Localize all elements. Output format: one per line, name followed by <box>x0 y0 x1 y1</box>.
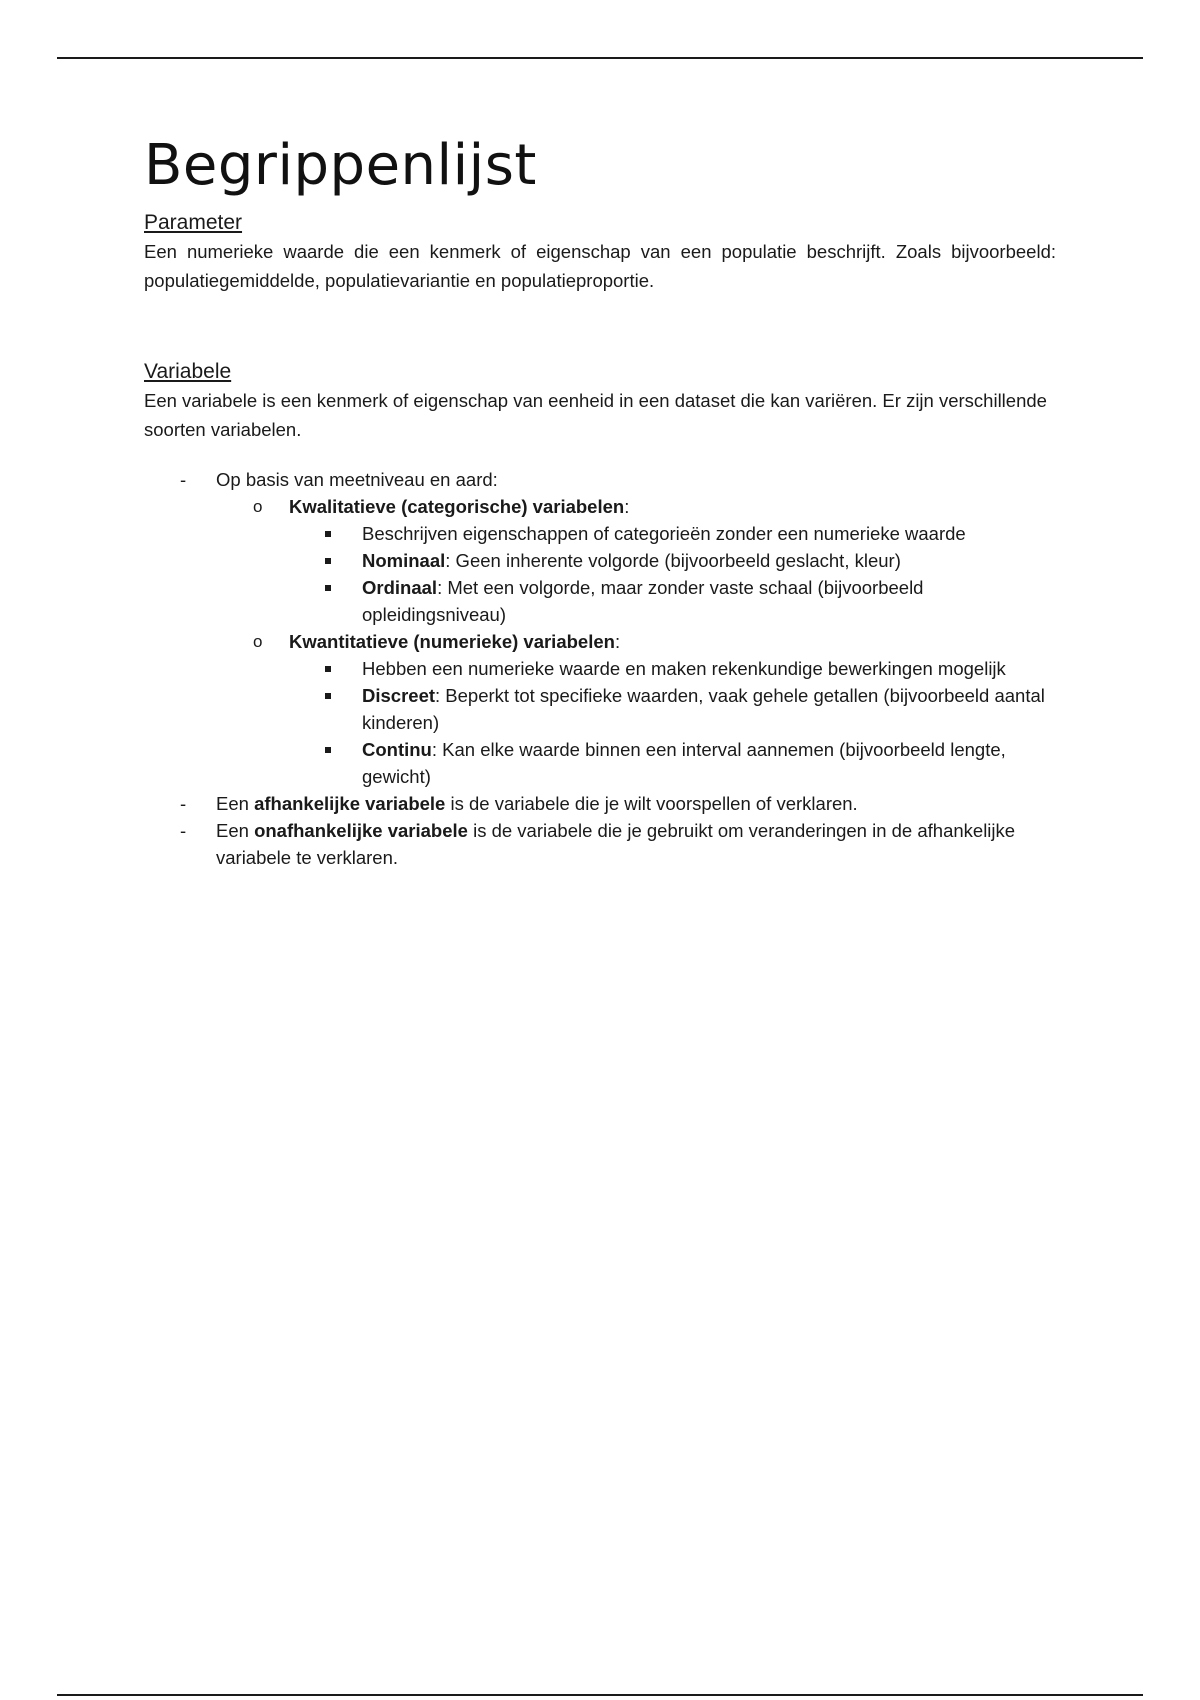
detail-text: Beschrijven eigenschappen of categorieën zonder een numerieke waarde <box>362 523 966 544</box>
text-bold: afhankelijke variabele <box>254 793 446 814</box>
detail-item <box>289 736 1056 790</box>
square-bullet-icon <box>325 693 331 699</box>
detail-item <box>289 655 1056 682</box>
detail-item <box>289 520 1056 547</box>
detail-text: Hebben een numerieke waarde en maken rekenkundige bewerkingen mogelijk <box>362 658 1006 679</box>
square-bullet-icon <box>325 531 331 537</box>
text-pre: Een <box>216 793 255 814</box>
detail-bold: Ordinaal <box>362 577 438 598</box>
label-suffix: : <box>614 631 621 652</box>
sublist-label: Kwantitatieve (numerieke) variabelen <box>289 631 615 652</box>
term-heading: Variabele <box>144 360 232 383</box>
detail-bold: Discreet <box>362 685 436 706</box>
term-definition: Een numerieke waarde die een kenmerk of eigenschap van een populatie beschrijft. Zoals bijvoorbeeld: populatiegemiddelde, populatievariantie en populatieproportie. <box>144 241 1056 291</box>
dash-bullet: - <box>180 820 187 841</box>
dash-bullet: - <box>180 469 187 490</box>
detail-item <box>289 574 1056 628</box>
list-item <box>144 466 1056 790</box>
text-post: is de variabele die je gebruikt om veranderingen in de afhankelijke variabele te verklaren. <box>216 820 1016 868</box>
list-item <box>144 790 1056 817</box>
detail-text: : Met een volgorde, maar zonder vaste schaal (bijvoorbeeld opleidingsniveau) <box>362 577 924 625</box>
detail-text: : Beperkt tot specifieke waarden, vaak gehele getallen (bijvoorbeeld aantal kinderen) <box>362 685 1045 733</box>
label-suffix: : <box>624 496 630 517</box>
detail-item <box>289 547 1056 574</box>
square-bullet-icon <box>325 747 331 753</box>
footer-rule <box>57 1694 1143 1696</box>
detail-bold: Continu <box>362 739 432 760</box>
document-title: Begrippenlijst <box>144 133 537 198</box>
term-heading: Parameter <box>144 211 243 234</box>
list-item <box>144 817 1056 871</box>
sublist-label: Kwalitatieve (categorische) variabelen <box>289 496 625 517</box>
term-definition: Een variabele is een kenmerk of eigenschap van eenheid in een dataset die kan variëren. Er zijn verschillende soorten variabelen. <box>144 390 1047 440</box>
sublist-item-kwantitatief <box>216 628 1056 790</box>
square-bullet-icon <box>325 558 331 564</box>
dash-bullet: - <box>180 793 187 814</box>
detail-text: : Kan elke waarde binnen een interval aannemen (bijvoorbeeld lengte, gewicht) <box>362 739 1006 787</box>
circle-bullet: o <box>253 497 263 516</box>
text-bold: onafhankelijke variabele <box>254 820 468 841</box>
detail-list <box>289 520 1056 628</box>
square-bullet-icon <box>325 666 331 672</box>
sublist <box>216 493 1056 790</box>
header-rule <box>57 57 1143 59</box>
list-item-text: Op basis van meetniveau en aard: <box>216 469 498 490</box>
text-post: is de variabele die je wilt voorspellen of verklaren. <box>445 793 858 814</box>
detail-bold: Nominaal <box>362 550 446 571</box>
variable-types-list <box>144 466 1056 871</box>
term-variabele <box>144 359 1056 871</box>
circle-bullet: o <box>253 632 263 651</box>
sublist-item-kwalitatief <box>216 493 1056 628</box>
square-bullet-icon <box>325 585 331 591</box>
section-spacer <box>144 295 1056 359</box>
document-body <box>144 133 1056 871</box>
detail-list <box>289 655 1056 790</box>
text-pre: Een <box>216 820 255 841</box>
detail-text: : Geen inherente volgorde (bijvoorbeeld geslacht, kleur) <box>445 550 901 571</box>
detail-item <box>289 682 1056 736</box>
term-parameter <box>144 210 1056 295</box>
